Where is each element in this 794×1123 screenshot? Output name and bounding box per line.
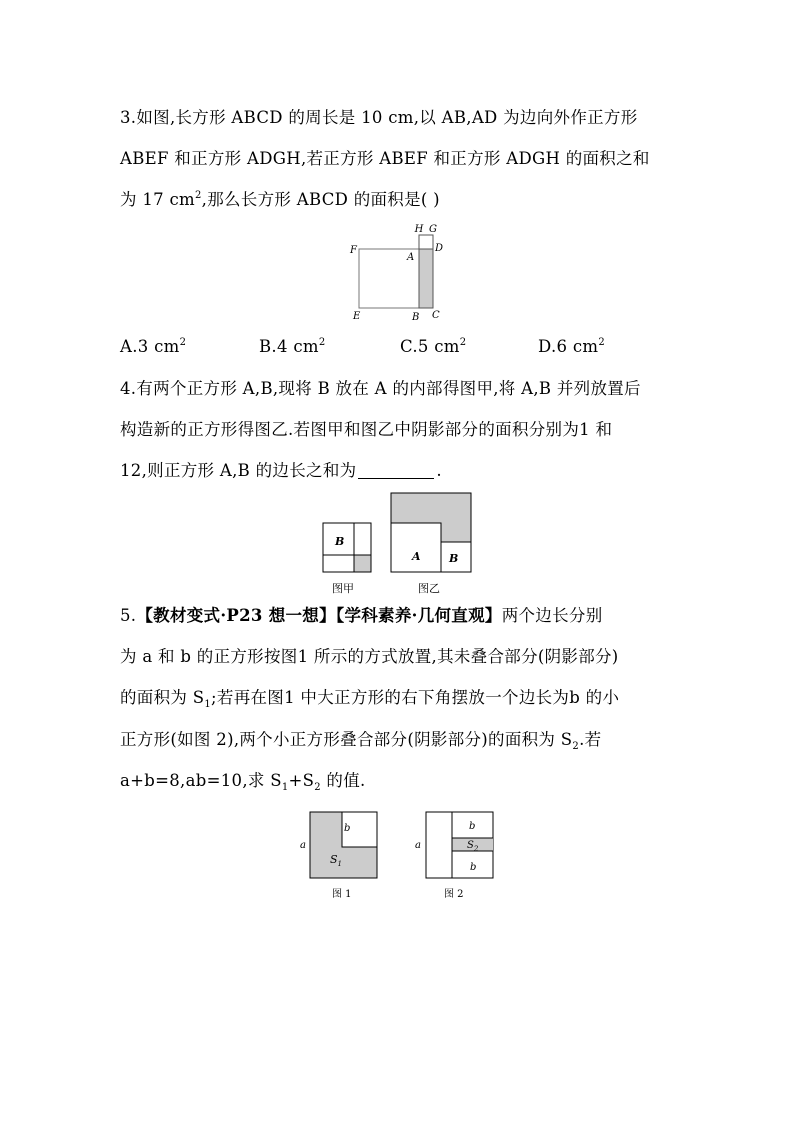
option-a[interactable]: A.3 $cm^2$: [120, 337, 187, 356]
square-a: [391, 523, 441, 572]
label-a: A: [407, 252, 415, 263]
q4-line-2: 构造新的正方形得图乙.若图甲和图乙中阴影部分的面积分别为1 和: [120, 420, 613, 439]
q4-figure-jia: [320, 520, 380, 600]
q3-options: [120, 336, 680, 358]
q5-figure-2: [412, 808, 502, 904]
rectangle-abcd: [419, 249, 433, 308]
option-b[interactable]: B.4 $cm^2$: [259, 337, 326, 356]
q4-figure-yi: [388, 490, 478, 600]
q3-line-2: ABEF 和正方形 ADGH,若正方形 ABEF 和正方形 ADGH 的面积之和: [120, 149, 650, 168]
label-c: C: [432, 310, 440, 321]
label-s1: $S_1$: [330, 853, 343, 868]
caption-jia: 图甲: [332, 582, 354, 595]
label-a: a: [300, 840, 306, 851]
q4-line-3: 12,则正方形 A,B 的边长之和为 .: [120, 461, 442, 480]
label-a: a: [415, 840, 421, 851]
q5-line-3: 的面积为 $S_1$;若再在图1 中大正方形的右下角摆放一个边长为b 的小: [120, 688, 620, 710]
q5-line-5: a+b=8,ab=10,求 $S_1+S_2$ 的值.: [120, 771, 366, 793]
q5-line-4: 正方形(如图 2),两个小正方形叠合部分(阴影部分)的面积为 $S_2$.若: [120, 730, 602, 752]
label-d: D: [435, 243, 444, 254]
label-e: E: [353, 311, 361, 322]
q3-line-1: 3.如图,长方形 ABCD 的周长是 10 cm,以 AB,AD 为边向外作正方形: [120, 108, 638, 127]
label-b: B: [412, 312, 420, 323]
label-b: B: [449, 552, 459, 565]
label-h: H: [414, 224, 424, 235]
tag-core-literacy: 【学科素养·几何直观】: [335, 606, 502, 625]
q4-line-1: 4.有两个正方形 A,B,现将 B 放在 A 的内部得图甲,将 A,B 并列放置后: [120, 379, 641, 398]
label-s2: $S_2$: [467, 840, 479, 853]
label-g: G: [429, 224, 437, 235]
label-f: F: [350, 245, 357, 256]
q3-line-3: 为 17 $cm^2$,那么长方形 ABCD 的面积是( ): [120, 190, 440, 209]
answer-blank[interactable]: [358, 462, 434, 479]
label-a: A: [412, 550, 421, 563]
q5-line-2: 为 a 和 b 的正方形按图1 所示的方式放置,其未叠合部分(阴影部分): [120, 647, 619, 666]
label-b: b: [344, 823, 351, 834]
q5-figure-1: [296, 808, 386, 904]
option-d[interactable]: D.6 $cm^2$: [538, 337, 605, 356]
label-b: B: [335, 535, 345, 548]
option-c[interactable]: C.5 $cm^2$: [400, 337, 467, 356]
caption-fig2: 图 2: [444, 889, 464, 900]
square-adgh: [419, 235, 433, 249]
shaded-region: [354, 555, 371, 572]
caption-fig1: 图 1: [332, 889, 352, 900]
q3-rectangle-figure: [340, 218, 450, 324]
tag-textbook-variant: 【教材变式·P23 想一想】: [136, 606, 336, 625]
label-b-top: b: [469, 821, 476, 832]
caption-yi: 图乙: [418, 582, 440, 595]
q5-line-1: 5.【教材变式·P23 想一想】【学科素养·几何直观】两个边长分别: [120, 606, 603, 625]
label-b-bottom: b: [470, 862, 477, 873]
